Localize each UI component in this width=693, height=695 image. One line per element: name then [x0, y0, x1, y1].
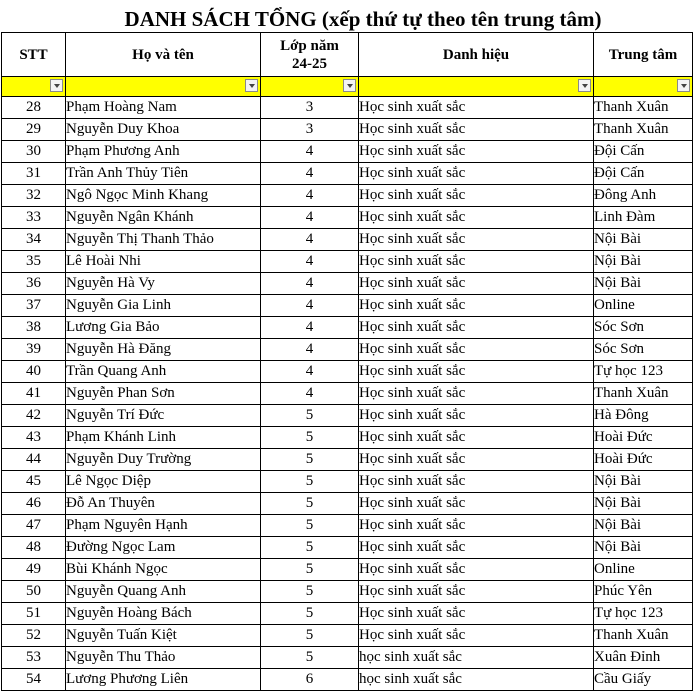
cell-stt[interactable]: 28 — [2, 97, 66, 119]
cell-award[interactable]: Học sinh xuất sắc — [359, 537, 594, 559]
cell-name[interactable]: Nguyễn Duy Trường — [66, 449, 261, 471]
cell-name[interactable]: Phạm Hoàng Nam — [66, 97, 261, 119]
cell-stt[interactable]: 41 — [2, 383, 66, 405]
cell-award[interactable]: Học sinh xuất sắc — [359, 449, 594, 471]
cell-award[interactable]: Học sinh xuất sắc — [359, 229, 594, 251]
cell-award[interactable]: Học sinh xuất sắc — [359, 141, 594, 163]
cell-stt[interactable]: 30 — [2, 141, 66, 163]
cell-center[interactable]: Online — [594, 559, 693, 581]
table-row — [2, 141, 693, 163]
cell-stt[interactable]: 33 — [2, 207, 66, 229]
cell-class[interactable]: 4 — [261, 229, 359, 251]
cell-name[interactable]: Phạm Nguyên Hạnh — [66, 515, 261, 537]
cell-class[interactable]: 5 — [261, 427, 359, 449]
table-row — [2, 361, 693, 383]
cell-name[interactable]: Nguyễn Hà Đăng — [66, 339, 261, 361]
cell-award[interactable]: Học sinh xuất sắc — [359, 339, 594, 361]
cell-class[interactable]: 5 — [261, 537, 359, 559]
cell-class[interactable]: 5 — [261, 559, 359, 581]
cell-stt[interactable]: 46 — [2, 493, 66, 515]
table-row — [2, 97, 693, 119]
cell-name[interactable]: Nguyễn Hà Vy — [66, 273, 261, 295]
cell-stt[interactable]: 42 — [2, 405, 66, 427]
cell-stt[interactable]: 54 — [2, 669, 66, 691]
table-row — [2, 471, 693, 493]
cell-center[interactable]: Hoài Đức — [594, 427, 693, 449]
cell-class[interactable]: 4 — [261, 317, 359, 339]
cell-class[interactable]: 4 — [261, 251, 359, 273]
cell-award[interactable]: học sinh xuất sắc — [359, 647, 594, 669]
dropdown-arrow-icon[interactable] — [677, 79, 690, 92]
table-row — [2, 581, 693, 603]
sheet-title: DANH SÁCH TỔNG (xếp thứ tự theo tên trung tâm) — [124, 7, 602, 31]
header-center: Trung tâm — [594, 33, 693, 77]
cell-stt[interactable]: 37 — [2, 295, 66, 317]
cell-award[interactable]: học sinh xuất sắc — [359, 669, 594, 691]
cell-center[interactable]: Sóc Sơn — [594, 317, 693, 339]
cell-stt[interactable]: 36 — [2, 273, 66, 295]
cell-center[interactable]: Đội Cấn — [594, 141, 693, 163]
cell-award[interactable]: Học sinh xuất sắc — [359, 471, 594, 493]
cell-center[interactable]: Đội Cấn — [594, 163, 693, 185]
cell-class[interactable]: 4 — [261, 185, 359, 207]
cell-stt[interactable]: 45 — [2, 471, 66, 493]
cell-name[interactable]: Đỗ An Thuyên — [66, 493, 261, 515]
cell-name[interactable]: Nguyễn Phan Sơn — [66, 383, 261, 405]
cell-name[interactable]: Nguyễn Thị Thanh Thảo — [66, 229, 261, 251]
cell-center[interactable]: Nội Bài — [594, 251, 693, 273]
cell-stt[interactable]: 38 — [2, 317, 66, 339]
cell-award[interactable]: Học sinh xuất sắc — [359, 427, 594, 449]
cell-stt[interactable]: 31 — [2, 163, 66, 185]
cell-class[interactable]: 5 — [261, 581, 359, 603]
table-row — [2, 295, 693, 317]
table-row — [2, 119, 693, 141]
cell-class[interactable]: 4 — [261, 383, 359, 405]
table-row — [2, 405, 693, 427]
filter-cell-class — [261, 77, 359, 97]
header-award: Danh hiệu — [359, 33, 594, 77]
cell-stt[interactable]: 32 — [2, 185, 66, 207]
cell-stt[interactable]: 44 — [2, 449, 66, 471]
cell-center[interactable]: Thanh Xuân — [594, 625, 693, 647]
cell-center[interactable]: Thanh Xuân — [594, 383, 693, 405]
cell-center[interactable]: Online — [594, 295, 693, 317]
table-row — [2, 339, 693, 361]
cell-center[interactable]: Hoài Đức — [594, 449, 693, 471]
table-row — [2, 163, 693, 185]
cell-class[interactable]: 4 — [261, 141, 359, 163]
cell-award[interactable]: Học sinh xuất sắc — [359, 295, 594, 317]
cell-name[interactable]: Lê Hoài Nhi — [66, 251, 261, 273]
cell-class[interactable]: 4 — [261, 207, 359, 229]
table-row — [2, 449, 693, 471]
cell-name[interactable]: Ngô Ngọc Minh Khang — [66, 185, 261, 207]
table-row — [2, 427, 693, 449]
dropdown-arrow-icon[interactable] — [50, 79, 63, 92]
cell-center[interactable]: Sóc Sơn — [594, 339, 693, 361]
table-row — [2, 207, 693, 229]
table-row — [2, 537, 693, 559]
filter-cell-center — [594, 77, 693, 97]
table-row — [2, 515, 693, 537]
cell-name[interactable]: Nguyễn Thu Thảo — [66, 647, 261, 669]
cell-center[interactable]: Nội Bài — [594, 537, 693, 559]
header-class — [261, 33, 359, 77]
cell-class[interactable]: 5 — [261, 471, 359, 493]
cell-name[interactable]: Nguyễn Trí Đức — [66, 405, 261, 427]
cell-stt[interactable]: 47 — [2, 515, 66, 537]
header-class-line1: Lớp năm — [280, 37, 339, 54]
table-row — [2, 317, 693, 339]
cell-award[interactable]: Học sinh xuất sắc — [359, 515, 594, 537]
cell-class[interactable]: 4 — [261, 339, 359, 361]
cell-center[interactable]: Thanh Xuân — [594, 119, 693, 141]
cell-name[interactable]: Nguyễn Ngân Khánh — [66, 207, 261, 229]
student-table — [1, 32, 693, 691]
cell-award[interactable]: Học sinh xuất sắc — [359, 383, 594, 405]
filter-row — [2, 77, 693, 97]
cell-award[interactable]: Học sinh xuất sắc — [359, 273, 594, 295]
cell-class[interactable]: 5 — [261, 647, 359, 669]
cell-stt[interactable]: 52 — [2, 625, 66, 647]
cell-class[interactable]: 5 — [261, 625, 359, 647]
cell-center[interactable]: Cầu Giấy — [594, 669, 693, 691]
table-row — [2, 647, 693, 669]
cell-name[interactable]: Phạm Phương Anh — [66, 141, 261, 163]
cell-center[interactable]: Đông Anh — [594, 185, 693, 207]
filter-cell-award — [359, 77, 594, 97]
table-body — [2, 97, 693, 691]
cell-award[interactable]: Học sinh xuất sắc — [359, 185, 594, 207]
cell-center[interactable]: Tự học 123 — [594, 603, 693, 625]
header-stt: STT — [2, 33, 66, 77]
cell-center[interactable]: Tự học 123 — [594, 361, 693, 383]
cell-name[interactable]: Lương Phương Liên — [66, 669, 261, 691]
table-row — [2, 251, 693, 273]
cell-award[interactable]: Học sinh xuất sắc — [359, 207, 594, 229]
cell-class[interactable]: 3 — [261, 119, 359, 141]
cell-stt[interactable]: 39 — [2, 339, 66, 361]
cell-award[interactable]: Học sinh xuất sắc — [359, 251, 594, 273]
cell-name[interactable]: Trần Quang Anh — [66, 361, 261, 383]
cell-class[interactable]: 4 — [261, 361, 359, 383]
cell-class[interactable]: 5 — [261, 603, 359, 625]
cell-center[interactable]: Nội Bài — [594, 229, 693, 251]
table-row — [2, 185, 693, 207]
cell-stt[interactable]: 50 — [2, 581, 66, 603]
cell-name[interactable]: Đường Ngọc Lam — [66, 537, 261, 559]
cell-stt[interactable]: 35 — [2, 251, 66, 273]
cell-award[interactable]: Học sinh xuất sắc — [359, 603, 594, 625]
cell-class[interactable]: 4 — [261, 273, 359, 295]
filter-cell-name — [66, 77, 261, 97]
table-row — [2, 383, 693, 405]
dropdown-arrow-icon[interactable] — [343, 79, 356, 92]
table-row — [2, 625, 693, 647]
cell-class[interactable]: 4 — [261, 295, 359, 317]
cell-center[interactable]: Linh Đàm — [594, 207, 693, 229]
cell-award[interactable]: Học sinh xuất sắc — [359, 581, 594, 603]
cell-stt[interactable]: 51 — [2, 603, 66, 625]
cell-center[interactable]: Xuân Đỉnh — [594, 647, 693, 669]
cell-name[interactable]: Nguyễn Gia Linh — [66, 295, 261, 317]
cell-name[interactable]: Nguyễn Hoàng Bách — [66, 603, 261, 625]
table-row — [2, 273, 693, 295]
cell-name[interactable]: Bùi Khánh Ngọc — [66, 559, 261, 581]
cell-class[interactable]: 6 — [261, 669, 359, 691]
cell-name[interactable]: Nguyễn Duy Khoa — [66, 119, 261, 141]
cell-stt[interactable]: 40 — [2, 361, 66, 383]
cell-center[interactable]: Nội Bài — [594, 471, 693, 493]
cell-award[interactable]: Học sinh xuất sắc — [359, 361, 594, 383]
cell-stt[interactable]: 29 — [2, 119, 66, 141]
dropdown-arrow-icon[interactable] — [578, 79, 591, 92]
table-row — [2, 669, 693, 691]
header-class-line2: 24-25 — [292, 55, 327, 72]
cell-stt[interactable]: 49 — [2, 559, 66, 581]
filter-cell-stt — [2, 77, 66, 97]
dropdown-arrow-icon[interactable] — [245, 79, 258, 92]
cell-class[interactable]: 4 — [261, 163, 359, 185]
cell-name[interactable]: Nguyễn Tuấn Kiệt — [66, 625, 261, 647]
table-row — [2, 559, 693, 581]
cell-name[interactable]: Lương Gia Bảo — [66, 317, 261, 339]
cell-stt[interactable]: 53 — [2, 647, 66, 669]
cell-award[interactable]: Học sinh xuất sắc — [359, 625, 594, 647]
cell-name[interactable]: Lê Ngọc Diệp — [66, 471, 261, 493]
table-row — [2, 493, 693, 515]
cell-class[interactable]: 5 — [261, 493, 359, 515]
cell-class[interactable]: 3 — [261, 97, 359, 119]
table-row — [2, 603, 693, 625]
cell-class[interactable]: 5 — [261, 405, 359, 427]
cell-name[interactable]: Trần Anh Thủy Tiên — [66, 163, 261, 185]
cell-name[interactable]: Nguyễn Quang Anh — [66, 581, 261, 603]
cell-stt[interactable]: 48 — [2, 537, 66, 559]
cell-center[interactable]: Hà Đông — [594, 405, 693, 427]
cell-center[interactable]: Nội Bài — [594, 273, 693, 295]
cell-award[interactable]: Học sinh xuất sắc — [359, 493, 594, 515]
cell-stt[interactable]: 34 — [2, 229, 66, 251]
cell-award[interactable]: Học sinh xuất sắc — [359, 559, 594, 581]
cell-award[interactable]: Học sinh xuất sắc — [359, 97, 594, 119]
cell-center[interactable]: Phúc Yên — [594, 581, 693, 603]
header-name: Họ và tên — [66, 33, 261, 77]
cell-award[interactable]: Học sinh xuất sắc — [359, 317, 594, 339]
table-row — [2, 229, 693, 251]
cell-award[interactable]: Học sinh xuất sắc — [359, 405, 594, 427]
cell-center[interactable]: Nội Bài — [594, 493, 693, 515]
cell-class[interactable]: 5 — [261, 449, 359, 471]
cell-class[interactable]: 5 — [261, 515, 359, 537]
cell-name[interactable]: Phạm Khánh Linh — [66, 427, 261, 449]
header-row — [2, 33, 693, 77]
cell-award[interactable]: Học sinh xuất sắc — [359, 119, 594, 141]
cell-center[interactable]: Nội Bài — [594, 515, 693, 537]
cell-stt[interactable]: 43 — [2, 427, 66, 449]
cell-award[interactable]: Học sinh xuất sắc — [359, 163, 594, 185]
cell-center[interactable]: Thanh Xuân — [594, 97, 693, 119]
